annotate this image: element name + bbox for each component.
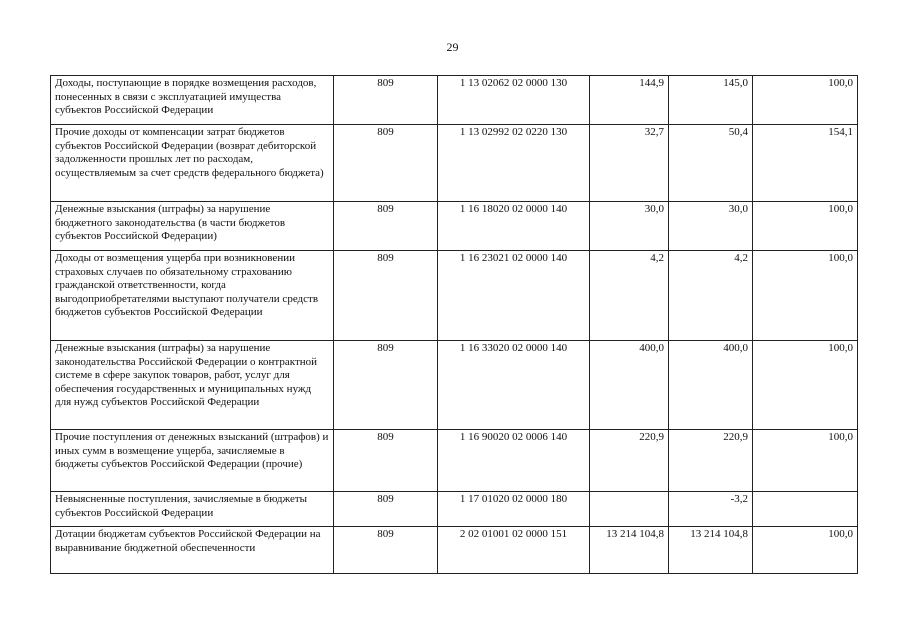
budget-code-cell: 1 16 18020 02 0000 140: [438, 202, 590, 251]
executed-amount-cell: 145,0: [669, 76, 753, 125]
approved-amount-cell: 32,7: [590, 125, 669, 202]
executed-amount-cell: -3,2: [669, 492, 753, 527]
admin-code-cell: 809: [334, 430, 438, 492]
approved-amount-cell: [590, 492, 669, 527]
budget-code-cell: 1 16 90020 02 0006 140: [438, 430, 590, 492]
table-row: [51, 76, 858, 125]
approved-amount-cell: 220,9: [590, 430, 669, 492]
percent-cell: 154,1: [753, 125, 858, 202]
executed-amount-cell: 50,4: [669, 125, 753, 202]
budget-code-cell: 1 16 33020 02 0000 140: [438, 341, 590, 430]
revenue-name-cell: Денежные взыскания (штрафы) за нарушение законодательства Российской Федерации о контрактной системе в сфере закупок товаров, работ, услуг для обеспечения государственных и муниципальных нужд для нужд субъектов Российской Федерации: [51, 341, 334, 430]
revenue-name-cell: Невыясненные поступления, зачисляемые в бюджеты субъектов Российской Федерации: [51, 492, 334, 527]
budget-code-cell: 1 17 01020 02 0000 180: [438, 492, 590, 527]
approved-amount-cell: 13 214 104,8: [590, 527, 669, 574]
revenue-name-cell: Денежные взыскания (штрафы) за нарушение бюджетного законодательства (в части бюджетов субъектов Российской Федерации): [51, 202, 334, 251]
revenue-name-cell: Прочие поступления от денежных взысканий (штрафов) и иных сумм в возмещение ущерба, зачисляемые в бюджеты субъектов Российской Федерации (прочие): [51, 430, 334, 492]
executed-amount-cell: 30,0: [669, 202, 753, 251]
table-row: [51, 341, 858, 430]
percent-cell: 100,0: [753, 202, 858, 251]
executed-amount-cell: 4,2: [669, 251, 753, 341]
budget-code-cell: 1 16 23021 02 0000 140: [438, 251, 590, 341]
percent-cell: [753, 492, 858, 527]
revenue-name-cell: Доходы от возмещения ущерба при возникновении страховых случаев по обязательному страхованию гражданской ответственности, когда выгодоприобретателями выступают получатели средств бюджетов субъектов Российской Федерации: [51, 251, 334, 341]
approved-amount-cell: 144,9: [590, 76, 669, 125]
table-row: [51, 125, 858, 202]
executed-amount-cell: 400,0: [669, 341, 753, 430]
approved-amount-cell: 400,0: [590, 341, 669, 430]
admin-code-cell: 809: [334, 76, 438, 125]
page-number: 29: [446, 40, 459, 54]
admin-code-cell: 809: [334, 125, 438, 202]
table-row: [51, 430, 858, 492]
admin-code-cell: 809: [334, 492, 438, 527]
approved-amount-cell: 30,0: [590, 202, 669, 251]
percent-cell: 100,0: [753, 251, 858, 341]
table-row: [51, 527, 858, 574]
percent-cell: 100,0: [753, 341, 858, 430]
table-row: [51, 492, 858, 527]
budget-code-cell: 2 02 01001 02 0000 151: [438, 527, 590, 574]
table-row: [51, 202, 858, 251]
admin-code-cell: 809: [334, 202, 438, 251]
percent-cell: 100,0: [753, 430, 858, 492]
budget-code-cell: 1 13 02992 02 0220 130: [438, 125, 590, 202]
executed-amount-cell: 220,9: [669, 430, 753, 492]
budget-code-cell: 1 13 02062 02 0000 130: [438, 76, 590, 125]
approved-amount-cell: 4,2: [590, 251, 669, 341]
revenue-table: [50, 75, 858, 574]
percent-cell: 100,0: [753, 527, 858, 574]
revenue-name-cell: Прочие доходы от компенсации затрат бюджетов субъектов Российской Федерации (возврат дебиторской задолженности прошлых лет по расходам, осуществляемым за счет средств федерального бюджета): [51, 125, 334, 202]
table-row: [51, 251, 858, 341]
percent-cell: 100,0: [753, 76, 858, 125]
admin-code-cell: 809: [334, 251, 438, 341]
executed-amount-cell: 13 214 104,8: [669, 527, 753, 574]
admin-code-cell: 809: [334, 341, 438, 430]
revenue-name-cell: Дотации бюджетам субъектов Российской Федерации на выравнивание бюджетной обеспеченности: [51, 527, 334, 574]
admin-code-cell: 809: [334, 527, 438, 574]
revenue-name-cell: Доходы, поступающие в порядке возмещения расходов, понесенных в связи с эксплуатацией имущества субъектов Российской Федерации: [51, 76, 334, 125]
